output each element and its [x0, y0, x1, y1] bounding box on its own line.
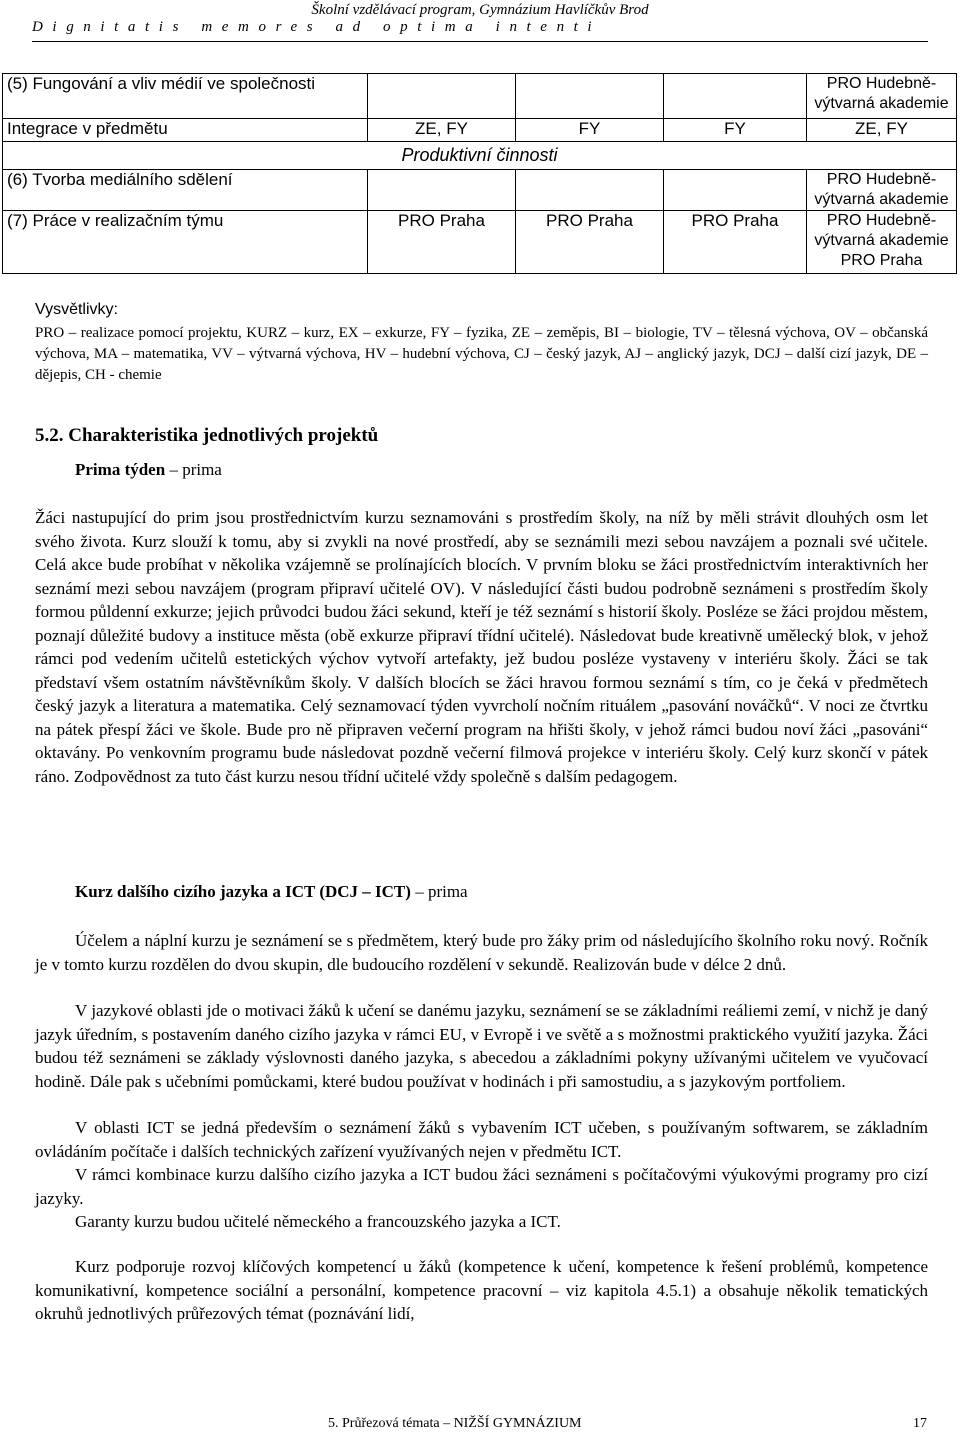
subheading-prima	[75, 460, 222, 480]
school-name: Školní vzdělávací program, Gymnázium Havlíčkův Brod	[311, 2, 649, 18]
paragraph: V oblasti ICT se jedná především o seznámení žáků s vybavením ICT učeben, s používaným softwarem, se základním ovládáním počítače i dalších technických zařízení využívaných nejen v předmětu ICT.	[35, 1118, 928, 1161]
cross-curricular-table	[2, 73, 957, 274]
row6-label: (6) Tvorba mediálního sdělení	[3, 170, 368, 211]
integrace-cell: ZE, FY	[368, 119, 516, 142]
paragraph: Kurz podporuje rozvoj klíčových kompetencí u žáků (kompetence k učení, kompetence k řešení problémů, kompetence komunikativní, kompetence sociální a personální, kompetence pracovní – viz kapitola 4.5.1) a obsahuje několik tematických okruhů jednotlivých průřezových témat (poznávání lidí,	[35, 1257, 928, 1323]
row5-label: (5) Fungování a vliv médií ve společnosti	[3, 74, 368, 119]
paragraph: Garanty kurzu budou učitelé německého a francouzského jazyka a ICT.	[75, 1212, 561, 1231]
subheading-rest: – prima	[410, 882, 468, 901]
school-motto: Dignitatis memores ad optima intenti	[32, 19, 602, 35]
row7-last-1: PRO Hudebně-výtvarná akademie	[814, 212, 949, 249]
section-heading: 5.2. Charakteristika jednotlivých projektů	[35, 425, 379, 446]
integrace-cell: FY	[516, 119, 664, 142]
row7-label: (7) Práce v realizačním týmu	[3, 211, 368, 274]
integrace-cell: ZE, FY	[807, 119, 957, 142]
legend	[35, 299, 928, 386]
row7-cell: PRO Praha	[516, 211, 664, 274]
paragraph: V jazykové oblasti jde o motivaci žáků k učení se danému jazyku, seznámení se se základními reáliemi zemí, v nichž je daný jazyk úředním, s postavením daného cizího jazyka v rámci EU, v Evropě i ve světě a s možnostmi praktického využití jazyka. Žáci budou též seznámeni se základy výslovnosti daného jazyka, s abecedou a základními pokyny užívanými učitelem ve vyučovací hodině. Dále pak s učebními pomůckami, které budou používat v hodinách i při samostudiu, a s jazykovým portfoliem.	[35, 1001, 928, 1091]
header-rule	[32, 41, 928, 42]
subheading-rest: – prima	[165, 460, 222, 479]
row7-cell: PRO Praha	[368, 211, 516, 274]
subheading-dcj-ict	[75, 882, 468, 902]
legend-title: Vysvětlivky:	[35, 301, 118, 318]
group-label: Produktivní činnosti	[3, 142, 957, 170]
paragraph: Účelem a náplní kurzu je seznámení se s předmětem, který bude pro žáky prim od následujícího školního roku nový. Ročník je v tomto kurzu rozdělen do dvou skupin, dle budoucího rozdělení v sekundě. Realizován bude v délce 2 dnů.	[35, 931, 928, 974]
row6-last: PRO Hudebně-výtvarná akademie	[807, 170, 957, 211]
integrace-cell: FY	[664, 119, 807, 142]
row5-last: PRO Hudebně-výtvarná akademie	[807, 74, 957, 119]
integrace-label: Integrace v předmětu	[3, 119, 368, 142]
row7-last-2: PRO Praha	[840, 252, 923, 269]
legend-text: PRO – realizace pomocí projektu, KURZ – kurz, EX – exkurze, FY – fyzika, ZE – zeměpis, BI – biologie, TV – tělesná výchova, OV – občanská výchova, MA – matematika, VV – výtvarná výchova, HV – hudební výchova, CJ – český jazyk, AJ – anglický jazyk, DCJ – další cizí jazyk, DE – dějepis, CH - chemie	[35, 325, 928, 383]
page-number: 17	[913, 1416, 927, 1431]
paragraph-prima: Žáci nastupující do prim jsou prostřednictvím kurzu seznamováni s prostředím školy, na níž by měli strávit dlouhých osm let svého života. Kurz slouží k tomu, aby si zvykli na nové prostředí, aby se seznámili mezi sebou navzájem a poznali své učitele. Celá akce bude probíhat v několika vzájemně se prolínajících blocích. V prvním bloku se žáci prostřednictvím interaktivních her seznámí mezi sebou navzájem (program připraví učitelé OV). V následující části budou podrobně seznámeni s prostředím školy formou půldenní exkurze; jejich průvodci budou žáci sekund, kteří je též seznámí s historií školy. Posléze se žáci projdou městem, poznají důležité budovy a instituce města (obě exkurze připraví třídní učitelé). Následovat bude kreativně umělecký blok, v jehož rámci pod vedením učitelů estetických výchov vytvoří artefakty, jež budou posléze vystaveny v interiéru školy. Žáci se tak představí všem ostatním návštěvníkům školy. V dalších blocích se žáci hravou formou seznámí s tím, co je čeká v předmětech český jazyk a literatura a matematika. Celý seznamovací týden vyvrcholí nočním rituálem „pasování nováčků“. V noci ze čtvrtku na pátek přespí žáci ve škole. Bude pro ně připraven večerní program na hřišti školy, v jehož rámci budou noví žáci „pasováni“ oktavány. Po venkovním programu bude následovat pozdně večerní filmová projekce v interiéru školy. Celý kurz skončí v pátek ráno. Zodpovědnost za tuto část kurzu nesou třídní učitelé vždy společně s dalším pedagogem.	[35, 508, 928, 786]
subheading-bold: Kurz dalšího cizího jazyka a ICT (DCJ – ICT)	[75, 882, 411, 901]
row7-last	[807, 211, 957, 274]
paragraph: V rámci kombinace kurzu dalšího cizího jazyka a ICT budou žáci seznámeni s počítačovými výukovými programy pro cizí jazyky.	[35, 1165, 928, 1208]
row7-cell: PRO Praha	[664, 211, 807, 274]
subheading-bold: Prima týden	[75, 460, 166, 479]
footer-text: 5. Průřezová témata – NIŽŠÍ GYMNÁZIUM	[328, 1416, 582, 1431]
